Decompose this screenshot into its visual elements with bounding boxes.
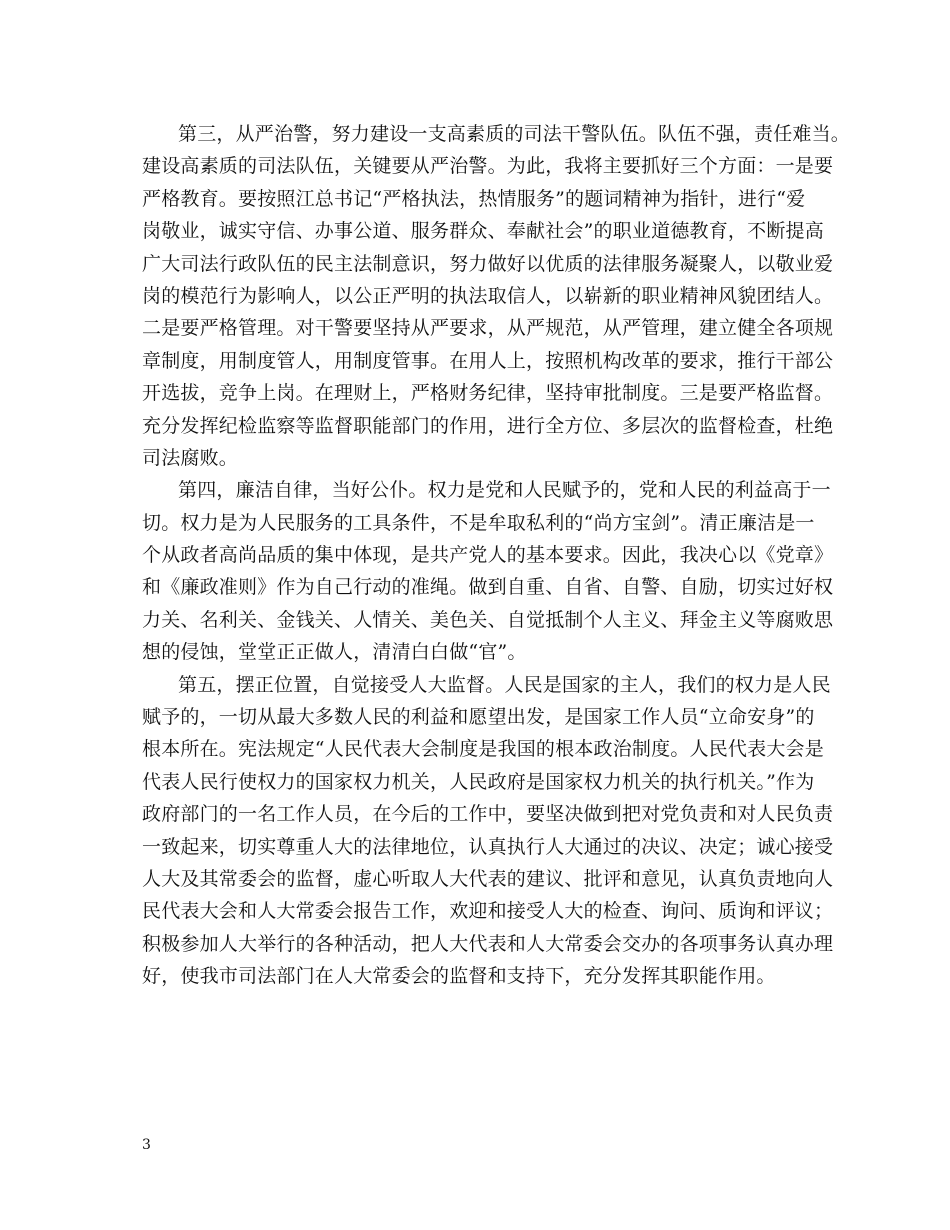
text-line: 政府部门的一名工作人员，在今后的工作中，要坚决做到把对党负责和对人民负责 — [142, 803, 834, 826]
body-text — [142, 118, 851, 993]
text-line: 根本所在。宪法规定“人民代表大会制度是我国的根本政治制度。人民代表大会是 — [142, 738, 824, 761]
text-line: 积极参加人大举行的各种活动，把人大代表和人大常委会交办的各项事务认真办理 — [142, 932, 834, 955]
text-line: 民代表大会和人大常委会报告工作，欢迎和接受人大的检查、询问、质询和评议； — [142, 900, 834, 923]
text-line: 一致起来，切实尊重人大的法律地位，认真执行人大通过的决议、决定；诚心接受 — [142, 835, 834, 858]
text-line: 第四，廉洁自律，当好公仆。权力是党和人民赋予的，党和人民的利益高于一 — [178, 479, 831, 502]
text-line: 力关、名利关、金钱关、人情关、美色关、自觉抵制个人主义、拜金主义等腐败思 — [142, 608, 834, 631]
text-line: 岗敬业，诚实守信、办事公道、服务群众、奉献社会”的职业道德教育，不断提高 — [142, 220, 824, 243]
text-line: 二是要严格管理。对干警要坚持从严要求，从严规范，从严管理，建立健全各项规 — [142, 317, 834, 340]
text-line: 充分发挥纪检监察等监督职能部门的作用，进行全方位、多层次的监督检查，杜绝 — [142, 414, 834, 437]
text-line: 岗的模范行为影响人，以公正严明的执法取信人，以崭新的职业精神风貌团结人。 — [142, 284, 834, 307]
text-line: 人大及其常委会的监督，虚心听取人大代表的建议、批评和意见，认真负责地向人 — [142, 867, 834, 890]
text-line: 切。权力是为人民服务的工具条件，不是牟取私利的“尚方宝剑”。清正廉洁是一 — [142, 511, 815, 534]
text-line: 第三，从严治警，努力建设一支高素质的司法干警队伍。队伍不强，责任难当。 — [178, 123, 851, 145]
text-line: 开选拔，竞争上岗。在理财上，严格财务纪律，坚持审批制度。三是要严格监督。 — [142, 382, 834, 405]
text-line: 广大司法行政队伍的民主法制意识，努力做好以优质的法律服务凝聚人，以敬业爱 — [142, 252, 834, 275]
text-line: 建设高素质的司法队伍，关键要从严治警。为此，我将主要抓好三个方面：一是要 — [142, 155, 834, 178]
text-line: 严格教育。要按照江总书记“严格执法，热情服务”的题词精神为指针，进行“爱 — [142, 187, 806, 210]
text-line: 个从政者高尚品质的集中体现，是共产党人的基本要求。因此，我决心以《党章》 — [142, 544, 834, 567]
text-line: 章制度，用制度管人，用制度管事。在用人上，按照机构改革的要求，推行干部公 — [142, 349, 834, 372]
text-line: 第五，摆正位置，自觉接受人大监督。人民是国家的主人，我们的权力是人民 — [178, 673, 831, 696]
text-line: 司法腐败。 — [142, 446, 239, 469]
page-number: 3 — [142, 1137, 151, 1153]
text-line: 和《廉政准则》作为自己行动的准绳。做到自重、自省、自警、自励，切实过好权 — [142, 576, 834, 599]
text-line: 代表人民行使权力的国家权力机关，人民政府是国家权力机关的执行机关。”作为 — [142, 770, 815, 793]
text-line: 想的侵蚀，堂堂正正做人，清清白白做“官”。 — [142, 641, 527, 664]
text-line: 好，使我市司法部门在人大常委会的监督和支持下，充分发挥其职能作用。 — [142, 965, 776, 988]
text-line: 赋予的，一切从最大多数人民的利益和愿望出发，是国家工作人员“立命安身”的 — [142, 706, 815, 729]
